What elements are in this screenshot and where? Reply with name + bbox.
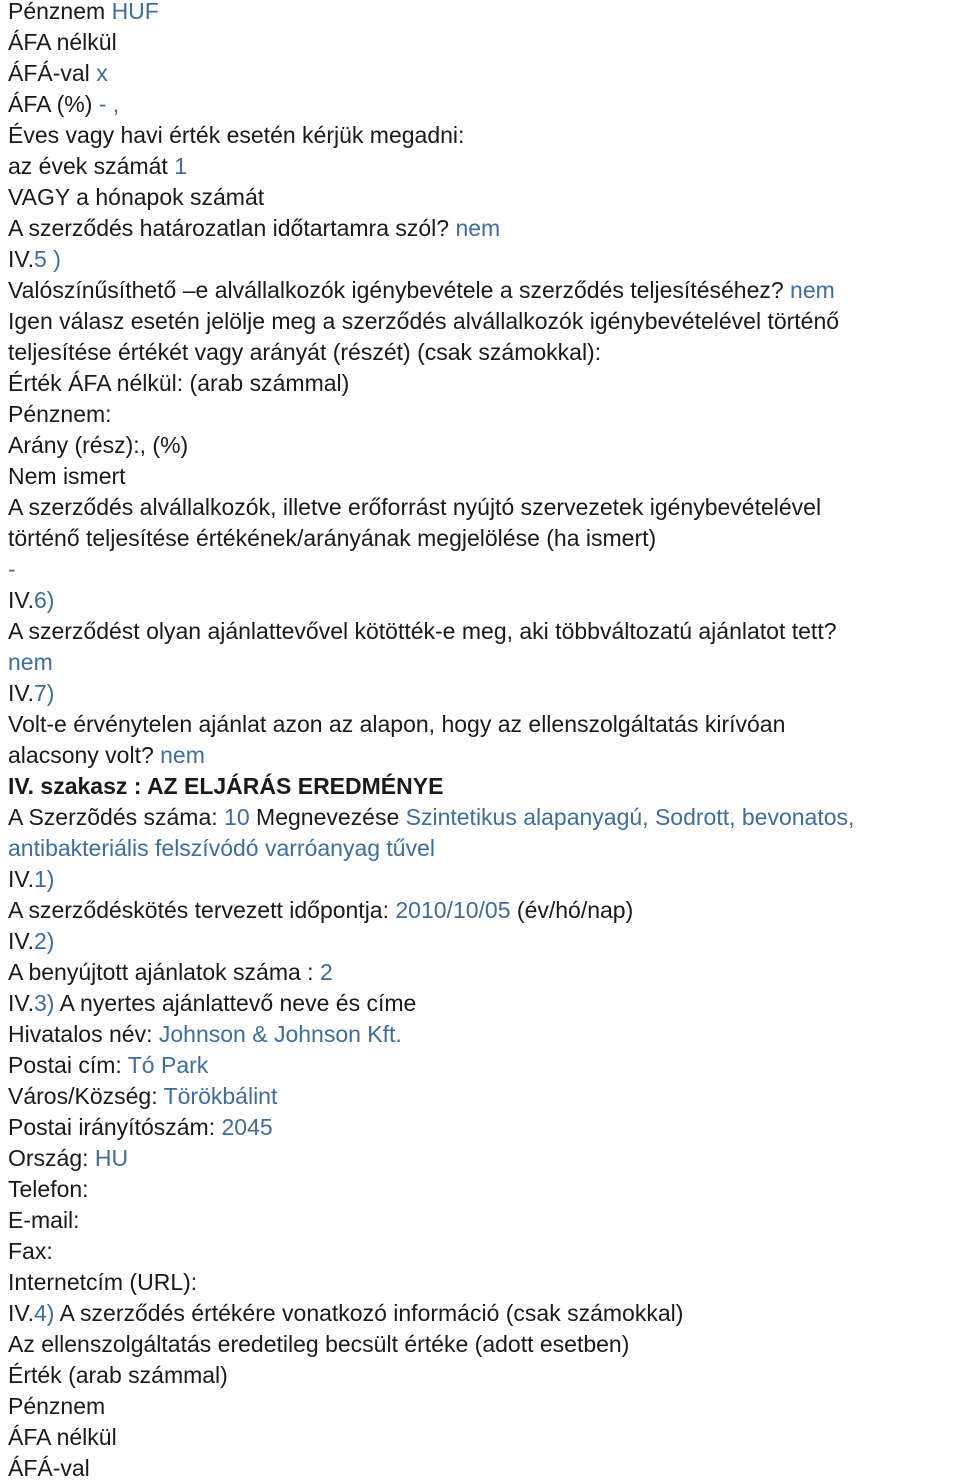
- line-label: IV.: [8, 246, 35, 272]
- vat-excluded-line: [8, 27, 960, 58]
- line-value: 10: [224, 804, 250, 830]
- line-label: IV.: [8, 990, 35, 1016]
- line-label: IV.: [8, 1300, 35, 1326]
- line-value: Törökbálint: [163, 1083, 278, 1109]
- line-label: Éves vagy havi érték esetén kérjük megadni:: [8, 122, 465, 148]
- months-line: [8, 182, 960, 213]
- line-label: ÁFA nélkül: [8, 29, 117, 55]
- line-value: 1: [174, 153, 187, 179]
- value-arabic-line: [8, 1360, 960, 1391]
- unknown-line: [8, 461, 960, 492]
- line-label: Pénznem: [8, 1393, 106, 1419]
- line-label: A szerződés alvállalkozók, illetve erőforrást nyújtó szervezetek igénybevételével: [8, 494, 822, 520]
- line-label: IV.: [8, 680, 35, 706]
- line-label: VAGY a hónapok számát: [8, 184, 265, 210]
- indefinite-line: [8, 213, 960, 244]
- line-label: A benyújtott ajánlatok száma :: [8, 959, 314, 985]
- variant-offer-question-line: [8, 616, 960, 647]
- section-title: IV. szakasz : AZ ELJÁRÁS EREDMÉNYE: [8, 773, 444, 799]
- line-label: Valószínűsíthető –e alvállalkozók igénybevétele a szerződés teljesítéséhez?: [8, 277, 784, 303]
- line-label: A szerződéskötés tervezett időpontja:: [8, 897, 389, 923]
- offers-count-line: [8, 957, 960, 988]
- section-iv3-heading: [8, 988, 960, 1019]
- currency-footer-line: [8, 1391, 960, 1422]
- line-value: 2010/10/05: [395, 897, 511, 923]
- line-label: Nem ismert: [8, 463, 126, 489]
- line-label: IV.: [8, 928, 35, 954]
- section-iv6-heading: [8, 585, 960, 616]
- line-label: alacsony volt?: [8, 742, 154, 768]
- section-iv7-heading: [8, 678, 960, 709]
- vat-excluded-footer-line: [8, 1422, 960, 1453]
- line-label: A szerződést olyan ajánlattevővel kötötték-e meg, aki többváltozatú ajánlatot tett?: [8, 618, 837, 644]
- line-label: Város/Község:: [8, 1083, 158, 1109]
- line-value: 2): [34, 928, 55, 954]
- line-label: IV.: [8, 587, 35, 613]
- line-label: Internetcím (URL):: [8, 1269, 198, 1295]
- phone-line: [8, 1174, 960, 1205]
- line-label: A szerződés határozatlan időtartamra szól?: [8, 215, 450, 241]
- line-label: Postai cím:: [8, 1052, 122, 1078]
- invalid-offer-question-line-2: [8, 740, 960, 771]
- line-value: - ,: [98, 91, 120, 117]
- contract-number-line: [8, 802, 960, 833]
- contract-name-continuation-line: [8, 833, 960, 864]
- subcontractor-instruction-line-1: [8, 306, 960, 337]
- invalid-offer-question-line-1: [8, 709, 960, 740]
- section-iv2-heading: [8, 926, 960, 957]
- line-label: teljesítése értékét vagy arányát (részét) (csak számokkal):: [8, 339, 602, 365]
- line-label: történő teljesítése értékének/arányának megjelölése (ha ismert): [8, 525, 657, 551]
- line-value: x: [96, 60, 108, 86]
- line-value: Szintetikus alapanyagú, Sodrott, bevonatos,: [405, 804, 855, 830]
- line-value: nem: [8, 649, 53, 675]
- section-iv5-heading: [8, 244, 960, 275]
- line-value: 6): [34, 587, 55, 613]
- line-value: Johnson & Johnson Kft.: [158, 1021, 402, 1047]
- line-label: Hivatalos név:: [8, 1021, 153, 1047]
- section-iv4-heading: [8, 1298, 960, 1329]
- variant-offer-answer-line: [8, 647, 960, 678]
- subcontractor-instruction-line-2: [8, 337, 960, 368]
- line-label: A szerződés értékére vonatkozó információ (csak számokkal): [59, 1300, 684, 1326]
- line-label: Telefon:: [8, 1176, 89, 1202]
- official-name-line: [8, 1019, 960, 1050]
- line-label: Ország:: [8, 1145, 89, 1171]
- dash-value-line: [8, 554, 960, 585]
- line-label: Az ellenszolgáltatás eredetileg becsült értéke (adott esetben): [8, 1331, 630, 1357]
- section-iv-heading: [8, 771, 960, 802]
- vat-included-line: [8, 58, 960, 89]
- annual-monthly-line: [8, 120, 960, 151]
- line-label: (év/hó/nap): [516, 897, 634, 923]
- line-value: 7): [34, 680, 55, 706]
- estimated-value-line: [8, 1329, 960, 1360]
- line-label: ÁFÁ-val: [8, 1455, 90, 1481]
- currency-line: [8, 0, 960, 27]
- fax-line: [8, 1236, 960, 1267]
- line-label: Megnevezése: [256, 804, 400, 830]
- country-line: [8, 1143, 960, 1174]
- contract-date-line: [8, 895, 960, 926]
- subcontractor-value-line-2: [8, 523, 960, 554]
- currency-label-line: [8, 399, 960, 430]
- line-label: Volt-e érvénytelen ajánlat azon az alapon, hogy az ellenszolgáltatás kirívóan: [8, 711, 786, 737]
- line-label: Igen válasz esetén jelölje meg a szerződés alvállalkozók igénybevételével történő: [8, 308, 840, 334]
- line-label: Érték (arab számmal): [8, 1362, 228, 1388]
- value-without-vat-line: [8, 368, 960, 399]
- postal-address-line: [8, 1050, 960, 1081]
- line-value: 2045: [221, 1114, 273, 1140]
- vat-percent-line: [8, 89, 960, 120]
- line-label: Pénznem: [8, 0, 106, 24]
- line-label: ÁFÁ-val: [8, 60, 90, 86]
- years-line: [8, 151, 960, 182]
- subcontractor-value-line-1: [8, 492, 960, 523]
- line-value: HUF: [111, 0, 159, 24]
- line-label: ÁFA nélkül: [8, 1424, 117, 1450]
- line-value: nem: [455, 215, 501, 241]
- line-value: 5 ): [34, 246, 61, 272]
- line-label: Érték ÁFA nélkül: (arab számmal): [8, 370, 350, 396]
- line-label: Pénznem:: [8, 401, 112, 427]
- line-label: az évek számát: [8, 153, 168, 179]
- proportion-line: [8, 430, 960, 461]
- line-label: Arány (rész):, (%): [8, 432, 189, 458]
- line-value: antibakteriális felszívódó varróanyag tűvel: [8, 835, 436, 861]
- url-line: [8, 1267, 960, 1298]
- line-label: Postai irányítószám:: [8, 1114, 216, 1140]
- postal-code-line: [8, 1112, 960, 1143]
- subcontractor-question-line: [8, 275, 960, 306]
- vat-included-footer-line: [8, 1453, 960, 1484]
- line-value: 4): [34, 1300, 55, 1326]
- line-label: ÁFA (%): [8, 91, 93, 117]
- line-label: IV.: [8, 866, 35, 892]
- line-label: A nyertes ajánlattevő neve és címe: [59, 990, 417, 1016]
- line-value: -: [8, 556, 16, 582]
- line-label: E-mail:: [8, 1207, 80, 1233]
- line-value: 3): [34, 990, 55, 1016]
- email-line: [8, 1205, 960, 1236]
- line-value: 2: [319, 959, 333, 985]
- line-value: nem: [790, 277, 835, 303]
- line-label: Fax:: [8, 1238, 53, 1264]
- line-value: HU: [94, 1145, 129, 1171]
- city-line: [8, 1081, 960, 1112]
- line-value: 1): [34, 866, 55, 892]
- line-value: nem: [160, 742, 205, 768]
- line-value: Tó Park: [127, 1052, 209, 1078]
- section-iv1-heading: [8, 864, 960, 895]
- line-label: A Szerzõdés száma:: [8, 804, 218, 830]
